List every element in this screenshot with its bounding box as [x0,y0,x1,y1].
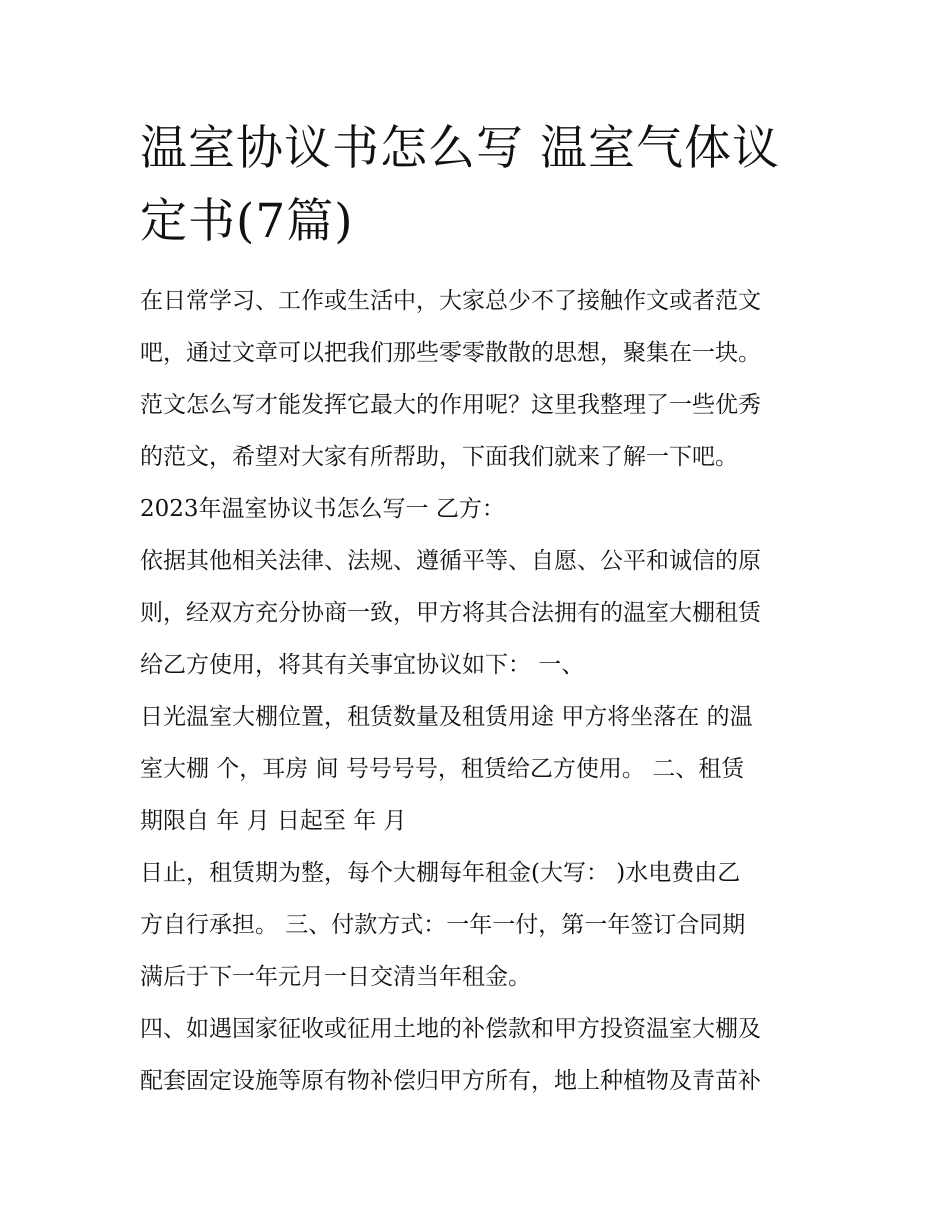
body-line: 则，经双方充分协商一致，甲方将其合法拥有的温室大棚租赁 [140,600,761,626]
body-line: 日止，租赁期为整，每个大棚每年租金(大写： )水电费由乙 [140,860,741,886]
body-line: 在日常学习、工作或生活中，大家总少不了接触作文或者范文 [140,288,761,314]
body-line: 吧，通过文章可以把我们那些零零散散的思想，聚集在一块。 [140,340,761,366]
title-line-1: 温室协议书怎么写 温室气体议 [140,121,780,176]
body-line: 给乙方使用，将其有关事宜协议如下： 一、 [140,652,585,678]
body-line: 配套固定设施等原有物补偿归甲方所有，地上种植物及青苗补 [140,1068,761,1094]
title-line-2: 定书(7篇) [140,194,354,249]
body-line: 2023年温室协议书怎么写一 乙方： [140,496,505,522]
body-line: 满后于下一年元月一日交清当年租金。 [140,964,531,990]
document-title [140,112,820,258]
body-line: 室大棚 个，耳房 间 号号号号，租赁给乙方使用。 二、租赁 [140,756,745,782]
document-body [140,279,840,1111]
body-line: 的范文，希望对大家有所帮助，下面我们就来了解一下吧。 [140,444,738,470]
body-line: 依据其他相关法律、法规、遵循平等、自愿、公平和诚信的原 [140,548,761,574]
body-line: 期限自 年 月 日起至 年 月 [140,808,407,834]
body-line: 四、如遇国家征收或征用土地的补偿款和甲方投资温室大棚及 [140,1016,761,1042]
body-line: 方自行承担。 三、付款方式：一年一付，第一年签订合同期 [140,912,746,938]
body-line: 日光温室大棚位置，租赁数量及租赁用途 甲方将坐落在 的温 [140,704,753,730]
body-line: 范文怎么写才能发挥它最大的作用呢？这里我整理了一些优秀 [140,392,761,418]
